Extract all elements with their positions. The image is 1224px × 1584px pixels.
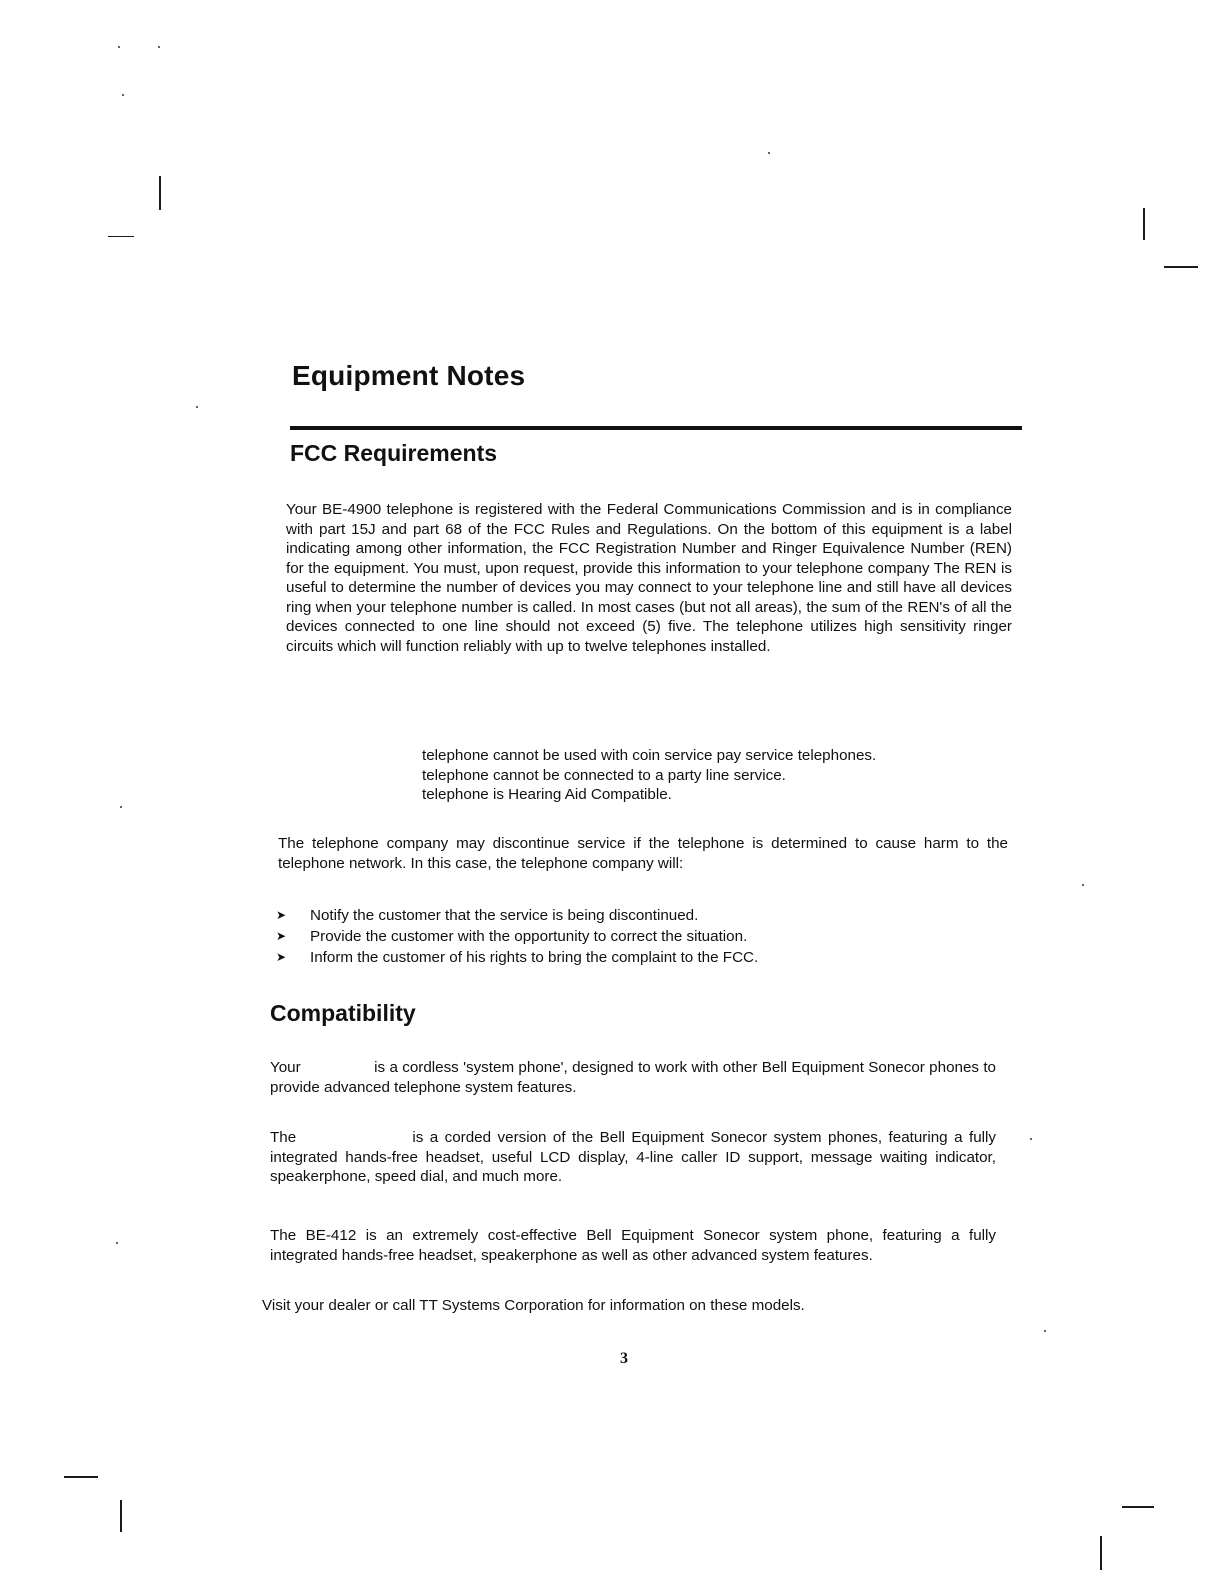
scan-dot (120, 806, 122, 808)
scan-dot (196, 406, 198, 408)
scan-mark (120, 1500, 122, 1532)
title-rule (290, 426, 1022, 430)
fcc-note: telephone cannot be used with coin service pay service telephones. (422, 747, 877, 764)
list-item-text: Provide the customer with the opportunity to correct the situation. (310, 928, 748, 945)
scan-mark (159, 176, 161, 210)
discontinue-paragraph: The telephone company may discontinue service if the telephone is determined to cause harm to the telephone network. In this case, the telephone company will: (278, 835, 1008, 872)
arrow-bullet-icon: ➤ (276, 929, 287, 943)
arrow-bullet-icon: ➤ (276, 950, 287, 964)
scan-dot (768, 152, 770, 154)
page-title: Equipment Notes (292, 360, 526, 391)
compat-paragraph-3: The BE-412 is an extremely cost-effective Bell Equipment Sonecor system phone, featuring a fully integrated hands-free headset, speakerphone as well as other advanced system features. (270, 1227, 996, 1264)
compat-paragraph-2: The is a corded version of the Bell Equipment Sonecor system phones, featuring a fully integrated hands-free headset, useful LCD display, 4-line caller ID support, message waiting indicator, speakerphone, speed dial, and much more. (270, 1129, 1001, 1185)
scan-mark (64, 1476, 98, 1478)
scan-dot (1082, 884, 1084, 886)
fcc-heading: FCC Requirements (290, 440, 498, 466)
fcc-notes (422, 746, 876, 805)
compatibility-heading: Compatibility (270, 1000, 416, 1026)
compat-paragraph-4: Visit your dealer or call TT Systems Corporation for information on these models. (262, 1297, 805, 1314)
fcc-intro-paragraph: Your BE-4900 telephone is registered with the Federal Communications Commission and is in compliance with part 15J and part 68 of the FCC Rules and Regulations. On the bottom of this equipment is a label indicating among other information, the FCC Registration Number and Ringer Equivalence Number (REN) for the equipment. You must, upon request, provide this information to your telephone company The REN is useful to determine the number of devices you may connect to your telephone line and still have all devices ring when your telephone number is called. In most cases (but not all areas), the sum of the REN's of all the devices connected to one line should not exceed (5) five. The telephone utilizes high sensitivity ringer circuits which will function reliably with up to twelve telephones installed. (286, 501, 1012, 655)
scan-mark (108, 236, 134, 237)
fcc-note: telephone cannot be connected to a party line service. (422, 766, 786, 784)
page-number: 3 (620, 1350, 628, 1367)
scan-dot (116, 1242, 118, 1244)
list-item-text: Inform the customer of his rights to bring the complaint to the FCC. (310, 949, 759, 966)
scan-mark (1122, 1506, 1154, 1508)
bullet-list (276, 905, 758, 968)
list-item (276, 926, 758, 947)
scan-dot (1044, 1330, 1046, 1332)
compat-paragraph-1: Your is a cordless 'system phone', designed to work with other Bell Equipment Sonecor phones to provide advanced telephone system features. (270, 1059, 1001, 1096)
scan-mark (1100, 1536, 1102, 1570)
scan-dot (122, 94, 124, 96)
scan-mark (1164, 266, 1198, 268)
list-item (276, 947, 758, 968)
arrow-bullet-icon: ➤ (276, 908, 287, 922)
scan-dot (1030, 1138, 1032, 1140)
scan-mark (1143, 208, 1145, 240)
scan-dot (158, 46, 160, 48)
scan-dot (118, 46, 120, 48)
fcc-note: telephone is Hearing Aid Compatible. (422, 786, 672, 803)
list-item (276, 905, 758, 926)
list-item-text: Notify the customer that the service is being discontinued. (310, 907, 699, 924)
